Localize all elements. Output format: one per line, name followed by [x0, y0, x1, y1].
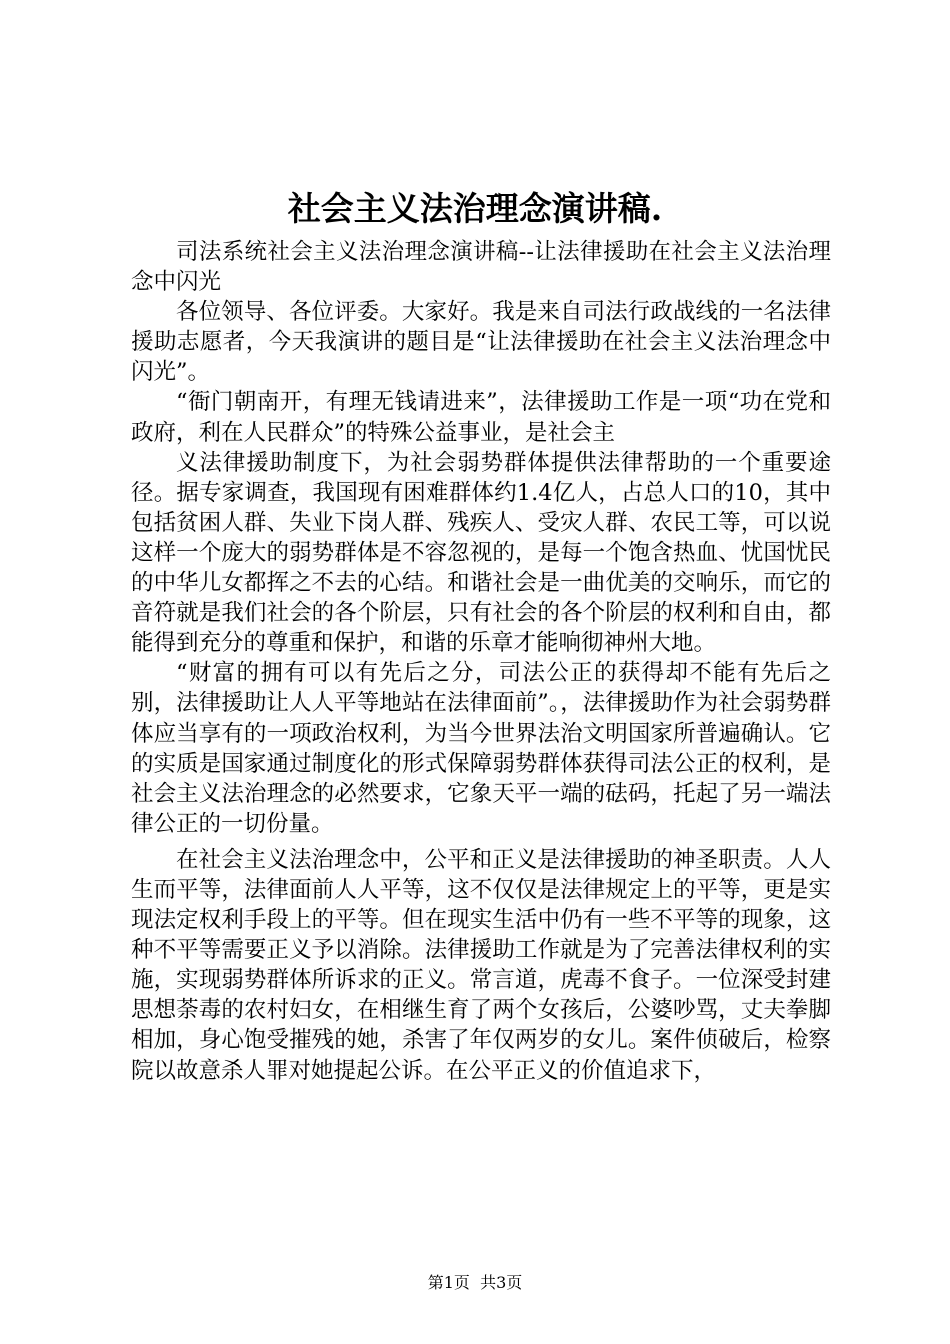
page-total: 共3页: [480, 1273, 523, 1292]
document-title: 社会主义法治理念演讲稿.: [287, 189, 663, 228]
document-body: [131, 237, 831, 1086]
page-number: 第1页: [427, 1273, 470, 1292]
paragraph-legal-aid-system: 义法律援助制度下，为社会弱势群体提供法律帮助的一个重要途径。据专家调查，我国现有困难群体约1.4亿人，占总人口的10，其中包括贫困人群、失业下岗人群、残疾人、受灾人群、农民工等，可以说这样一个庞大的弱势群体是不容忽视的，是每一个饱含热血、忧国忧民的中华儿女都挥之不去的心结。和谐社会是一曲优美的交响乐，而它的音符就是我们社会的各个阶层，只有社会的各个阶层的权利和自由，都能得到充分的尊重和保护，和谐的乐章才能响彻神州大地。: [131, 449, 831, 657]
paragraph-subtitle: 司法系统社会主义法治理念演讲稿--让法律援助在社会主义法治理念中闪光: [131, 239, 831, 296]
paragraph-equality: “财富的拥有可以有先后之分，司法公正的获得却不能有先后之别，法律援助让人人平等地站在法律面前”。，法律援助作为社会弱势群体应当享有的一项政治权利，为当今世界法治文明国家所普遍确认。它的实质是国家通过制度化的形式保障弱势群体获得司法公正的权利，是社会主义法治理念的必然要求，它象天平一端的砝码，托起了另一端法律公正的一切份量。: [131, 660, 831, 837]
paragraph-greeting: 各位领导、各位评委。大家好。我是来自司法行政战线的一名法律援助志愿者，今天我演讲的题目是“让法律援助在社会主义法治理念中闪光”。: [131, 299, 831, 386]
paragraph-intro: “衙门朝南开，有理无钱请进来”，法律援助工作是一项“功在党和政府，利在人民群众”的特殊公益事业，是社会主: [131, 389, 831, 446]
page-footer: [0, 1272, 950, 1294]
paragraph-fairness-justice: 在社会主义法治理念中，公平和正义是法律援助的神圣职责。人人生而平等，法律面前人人平等，这不仅仅是法律规定上的平等，更是实现法定权利手段上的平等。但在现实生活中仍有一些不平等的现象，这种不平等需要正义予以消除。法律援助工作就是为了完善法律权利的实施，实现弱势群体所诉求的正义。常言道，虎毒不食子。一位深受封建思想荼毒的农村妇女，在相继生育了两个女孩后，公婆吵骂，丈夫拳脚相加，身心饱受摧残的她，杀害了年仅两岁的女儿。案件侦破后，检察院以故意杀人罪对她提起公诉。在公平正义的价值追求下，: [131, 846, 831, 1084]
